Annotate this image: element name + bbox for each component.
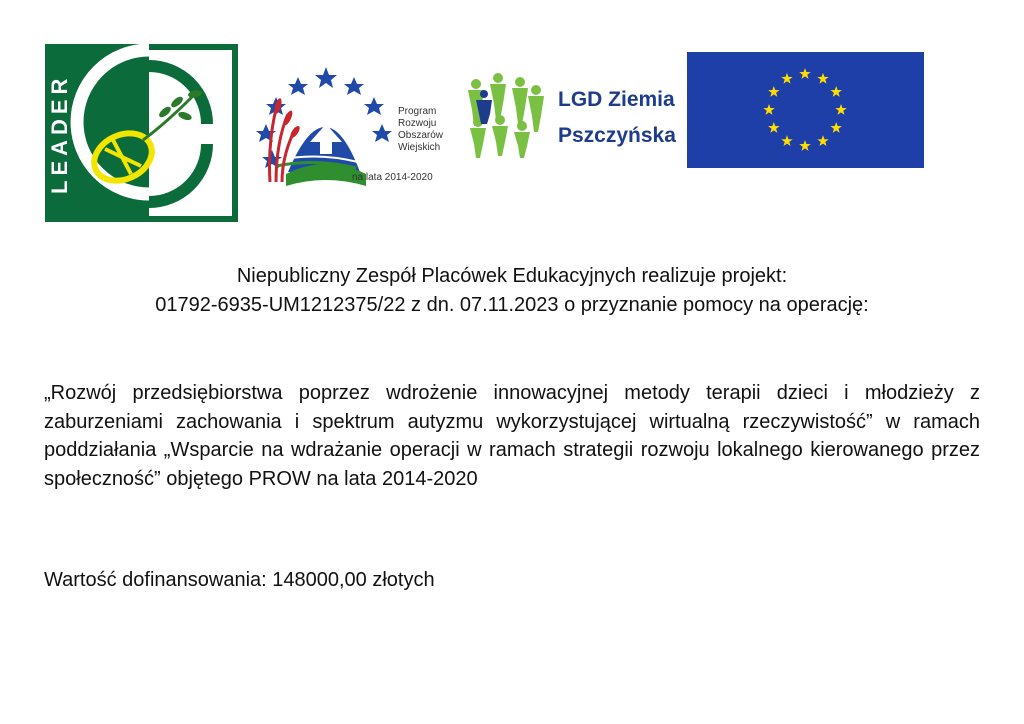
svg-text:Rozwoju: Rozwoju — [398, 118, 437, 129]
svg-text:LGD Ziemia: LGD Ziemia — [558, 88, 675, 111]
eu-flag — [687, 52, 924, 168]
svg-text:Obszarów: Obszarów — [398, 130, 444, 141]
svg-text:na lata 2014-2020: na lata 2014-2020 — [352, 172, 433, 183]
svg-text:LEADER: LEADER — [47, 73, 72, 194]
intro-block — [40, 262, 984, 320]
prow-logo — [248, 62, 448, 197]
intro-line-1: Niepubliczny Zespół Placówek Edukacyjnych realizuje projekt: — [236, 265, 788, 287]
svg-text:Pszczyńska: Pszczyńska — [558, 124, 676, 147]
lgd-logo — [462, 70, 677, 165]
svg-text:Program: Program — [398, 106, 437, 117]
leader-logo — [45, 44, 238, 222]
project-description: „Rozwój przedsiębiorstwa poprzez wdrożenie innowacyjnej metody terapii dzieci i młodzieży z zaburzeniami zachowania i spektrum autyzmu wykorzystującej wirtualną rzeczywistość” w ramach poddziałania „Wsparcie na wdrażanie operacji w ramach strategii rozwoju lokalnego kierowanego przez społeczność” objętego PROW na lata 2014-2020 — [44, 382, 980, 490]
svg-text:Wiejskich: Wiejskich — [398, 142, 441, 153]
funding-value: Wartość dofinansowania: 148000,00 złotych — [44, 569, 435, 591]
intro-line-2: 01792-6935-UM1212375/22 z dn. 07.11.2023 o przyznanie pomocy na operację: — [155, 294, 869, 316]
